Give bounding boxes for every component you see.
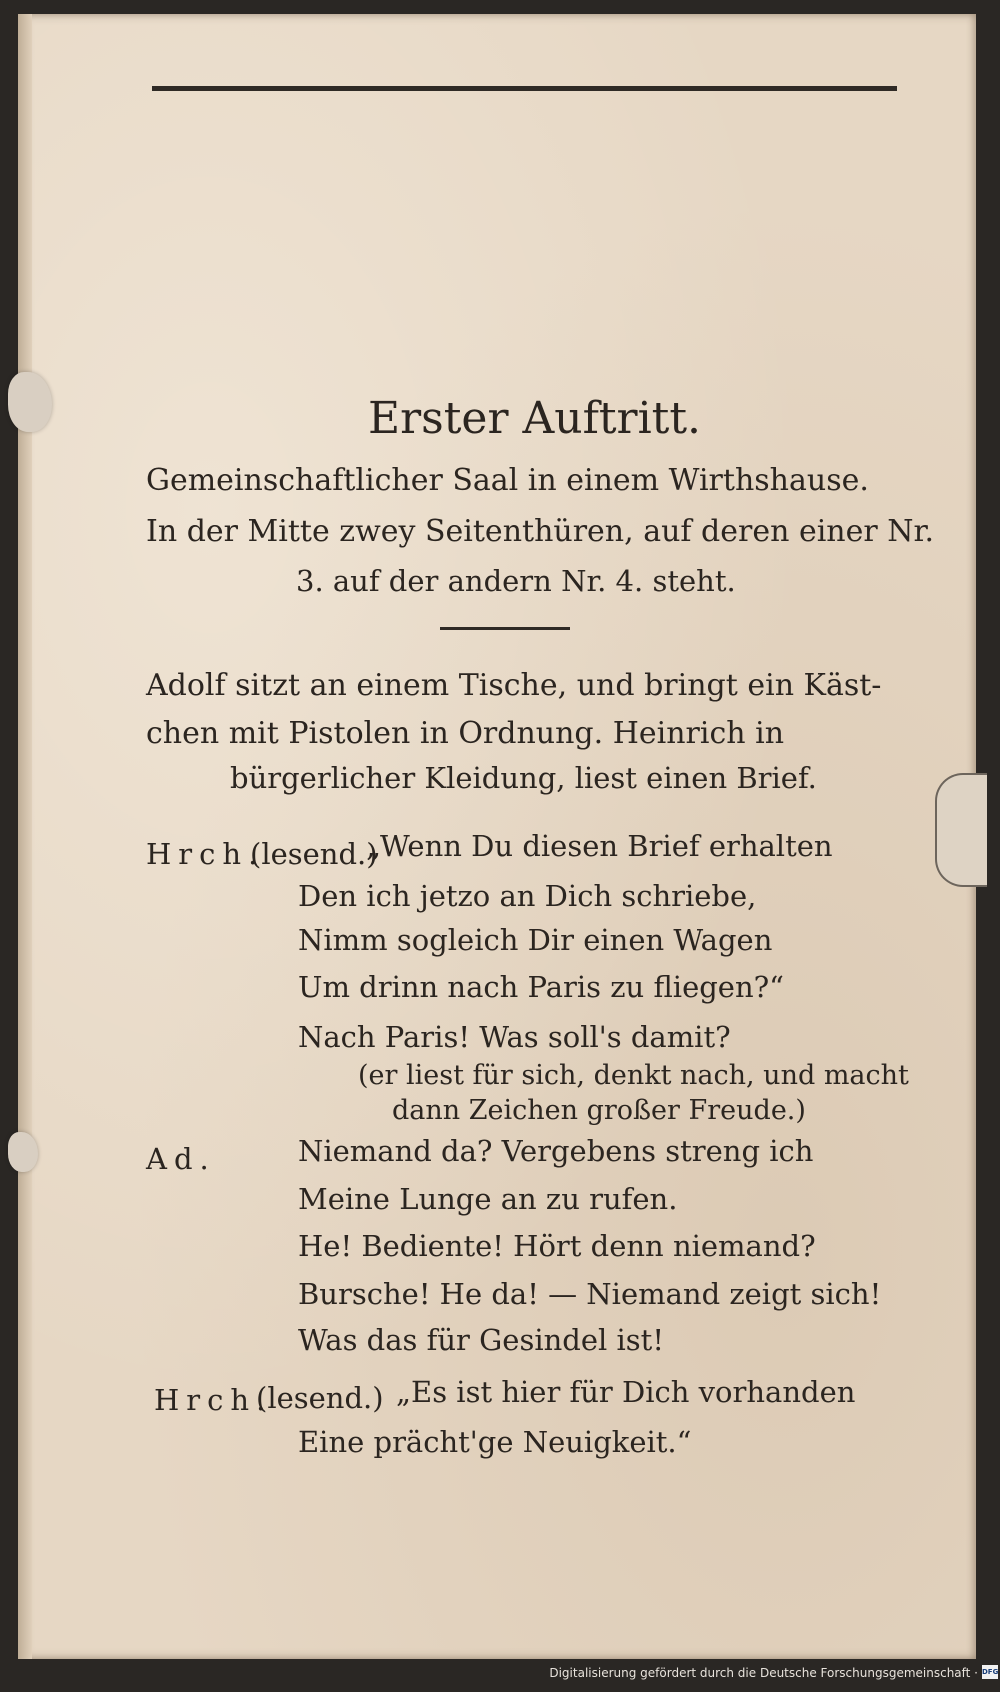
- dialogue-line: Nach Paris! Was soll's damit?: [298, 1020, 731, 1054]
- digitization-credit: Digitalisierung gefördert durch die Deutsche Forschungsgemeinschaft ·: [549, 1666, 978, 1680]
- speaker-label: Hrch.: [154, 1383, 273, 1417]
- dialogue-line: Niemand da? Vergebens streng ich: [298, 1134, 814, 1168]
- dialogue-line: Was das für Gesindel ist!: [298, 1323, 664, 1357]
- setting-line: Gemeinschaftlicher Saal in einem Wirthshause.: [146, 463, 869, 498]
- dialogue-line: Meine Lunge an zu rufen.: [298, 1182, 678, 1216]
- speaker-label: Hrch.: [146, 837, 265, 871]
- dialogue-line: He! Bediente! Hört denn niemand?: [298, 1229, 816, 1263]
- setting-line: 3. auf der andern Nr. 4. steht.: [296, 564, 736, 598]
- dialogue-line: Bursche! He da! — Niemand zeigt sich!: [298, 1277, 882, 1311]
- stage-note: (lesend.): [250, 837, 378, 871]
- direction-line: Adolf sitzt an einem Tische, und bringt ein Käst-: [146, 668, 882, 703]
- direction-line: chen mit Pistolen in Ordnung. Heinrich in: [146, 716, 785, 751]
- stage-direction: dann Zeichen großer Freude.): [392, 1095, 806, 1126]
- dialogue-line: Eine prächt'ge Neuigkeit.“: [298, 1425, 692, 1459]
- scene-title: Erster Auftritt.: [368, 393, 702, 444]
- dialogue-line: „Es ist hier für Dich vorhanden: [396, 1375, 856, 1409]
- dialogue-line: „Wenn Du diesen Brief erhalten: [366, 829, 833, 863]
- page-gutter: [18, 14, 32, 1659]
- torn-paper-mark: [8, 1132, 38, 1172]
- dialogue-line: Um drinn nach Paris zu fliegen?“: [298, 970, 785, 1004]
- page-tab-marker: [935, 773, 987, 887]
- dialogue-line: Den ich jetzo an Dich schriebe,: [298, 879, 757, 913]
- stage-direction: (er liest für sich, denkt nach, und macht: [358, 1060, 909, 1091]
- dfg-logo: DFG: [982, 1665, 998, 1679]
- setting-line: In der Mitte zwey Seitenthüren, auf deren einer Nr.: [146, 514, 935, 549]
- direction-line: bürgerlicher Kleidung, liest einen Brief.: [230, 761, 817, 795]
- section-divider: [440, 627, 570, 630]
- header-rule: [152, 86, 897, 91]
- dialogue-line: Nimm sogleich Dir einen Wagen: [298, 923, 773, 957]
- stage-note: (lesend.): [256, 1381, 384, 1415]
- speaker-label: Ad.: [146, 1142, 216, 1176]
